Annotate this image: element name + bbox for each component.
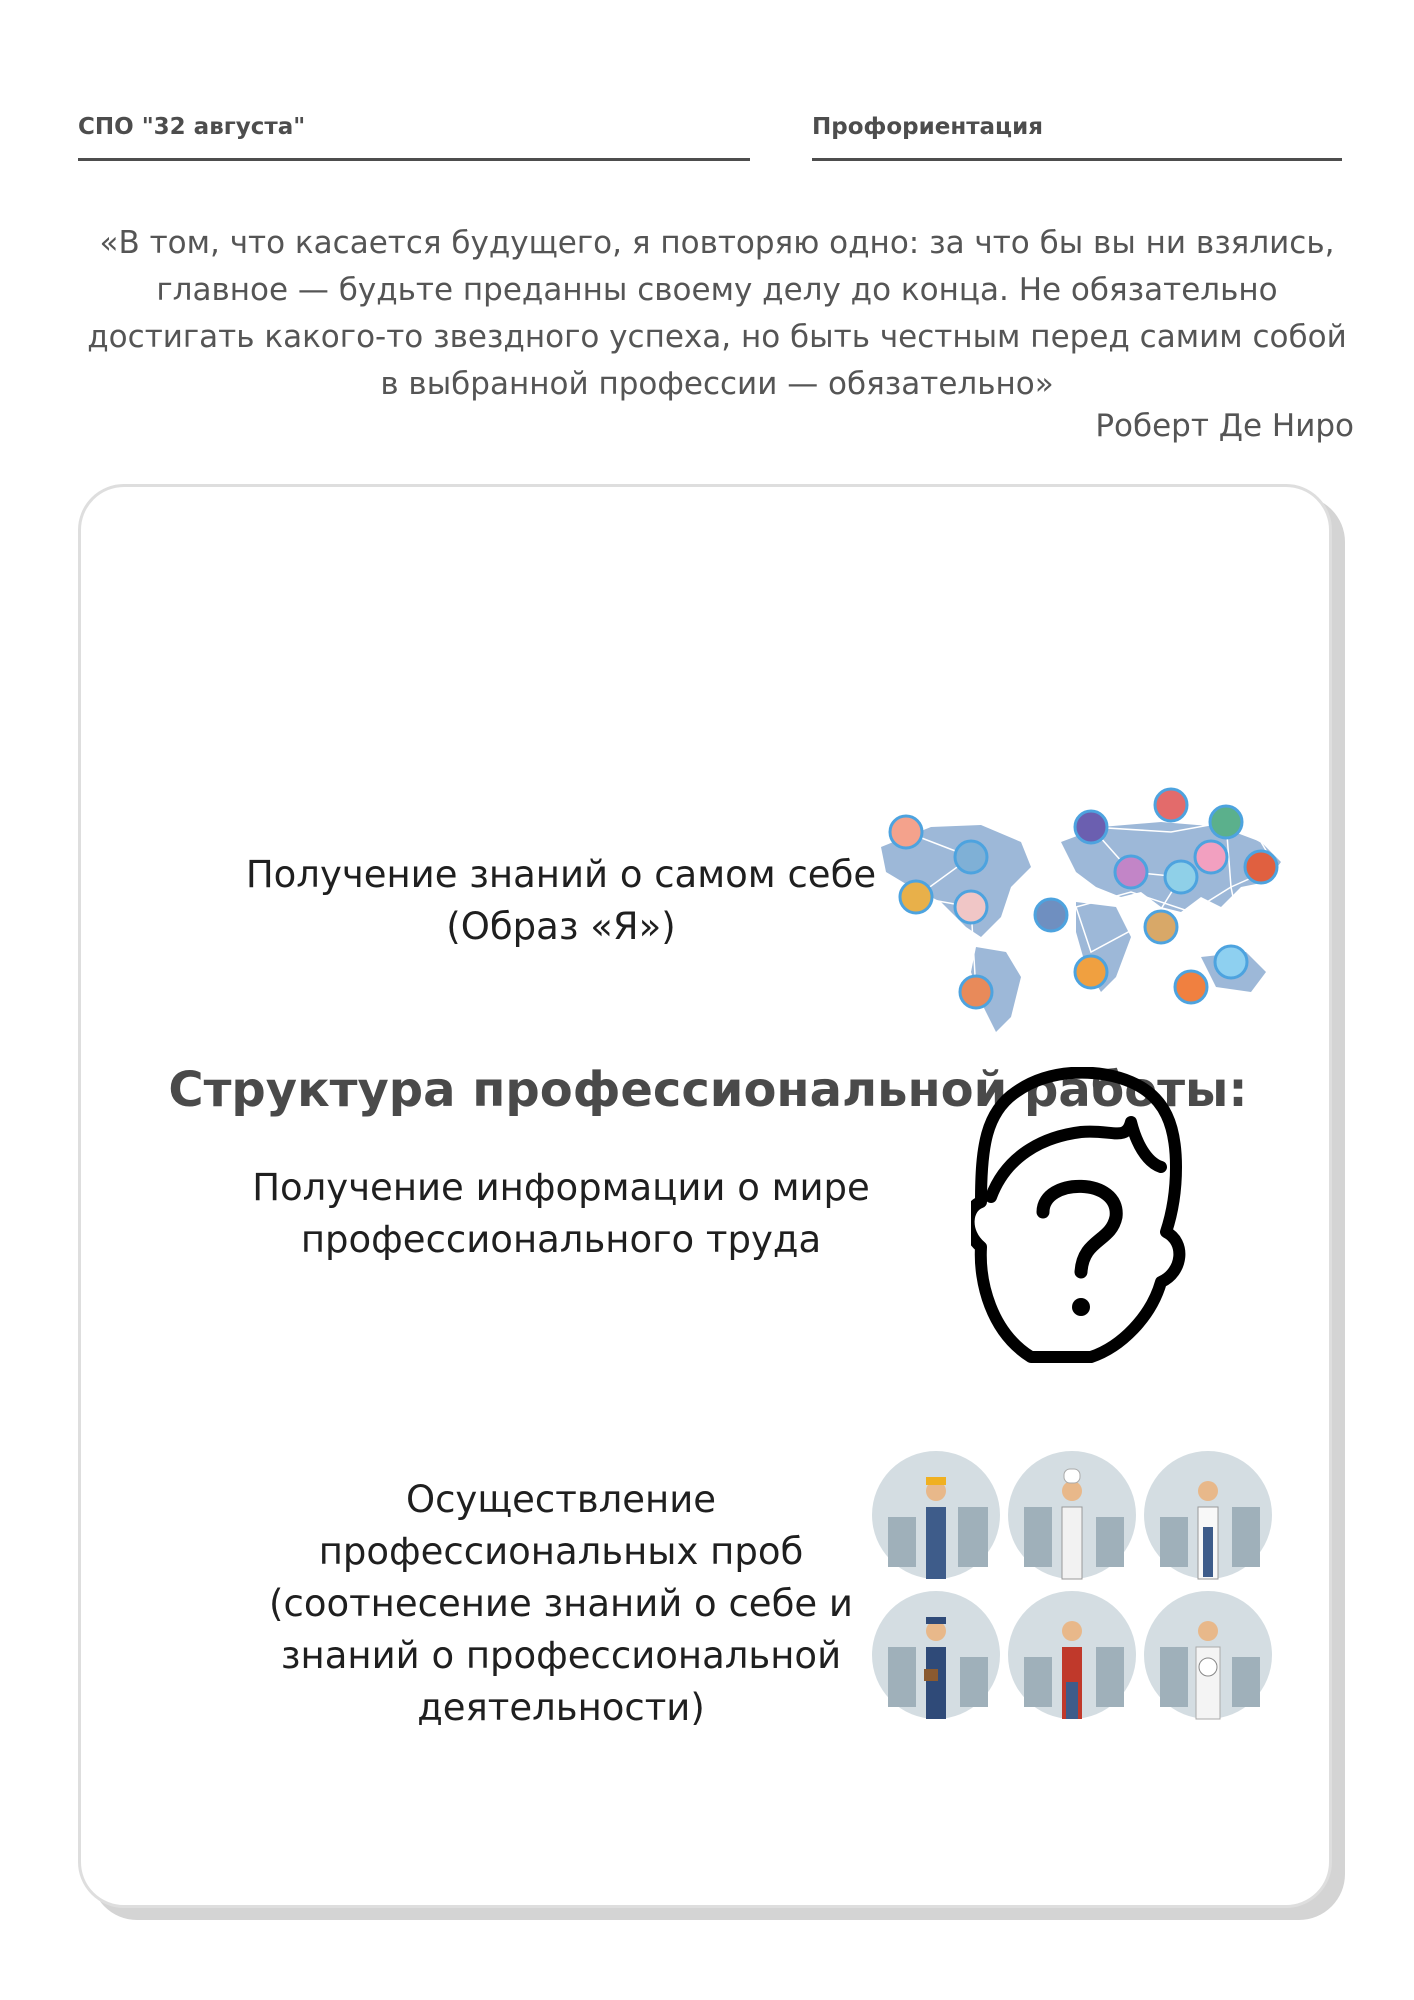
- card-title: Структура профессиональной работы:: [168, 1062, 1248, 1118]
- item-world-of-work: Получение информации о мире профессионального труда: [252, 1166, 870, 1261]
- header-left-label: СПО "32 августа": [78, 114, 306, 140]
- quote-text: «В том, что касается будущего, я повторяю одно: за что бы вы ни взялись, главное — будьте преданны своему делу до конца. Не обязательно достигать какого-то звездного успеха, но быть честным перед самим собой в выбранной профессии — обязательно»: [87, 225, 1347, 402]
- item-professional-trials: Осуществление профессиональных проб (соотнесение знаний о себе и знаний о профессиональной деятельности): [269, 1478, 853, 1729]
- header-left-divider: [78, 158, 750, 161]
- profession-circle-doctor: [1144, 1451, 1272, 1579]
- profession-circle-astronaut: [1144, 1591, 1272, 1719]
- head-question-icon: [971, 1067, 1191, 1367]
- world-map-people-icon: [871, 787, 1291, 1037]
- item-self-knowledge: Получение знаний о самом себе (Образ «Я»): [245, 853, 877, 948]
- profession-circle-chef: [1008, 1451, 1136, 1579]
- professions-grid-icon: [868, 1447, 1288, 1727]
- quote-author: Роберт Де Ниро: [1095, 408, 1354, 444]
- header-right-label: Профориентация: [812, 114, 1043, 140]
- content-card: [78, 484, 1332, 1908]
- profession-circle-postman: [872, 1591, 1000, 1719]
- header-right-divider: [812, 158, 1342, 161]
- profession-circle-builder: [872, 1451, 1000, 1579]
- profession-circle-worker: [1008, 1591, 1136, 1719]
